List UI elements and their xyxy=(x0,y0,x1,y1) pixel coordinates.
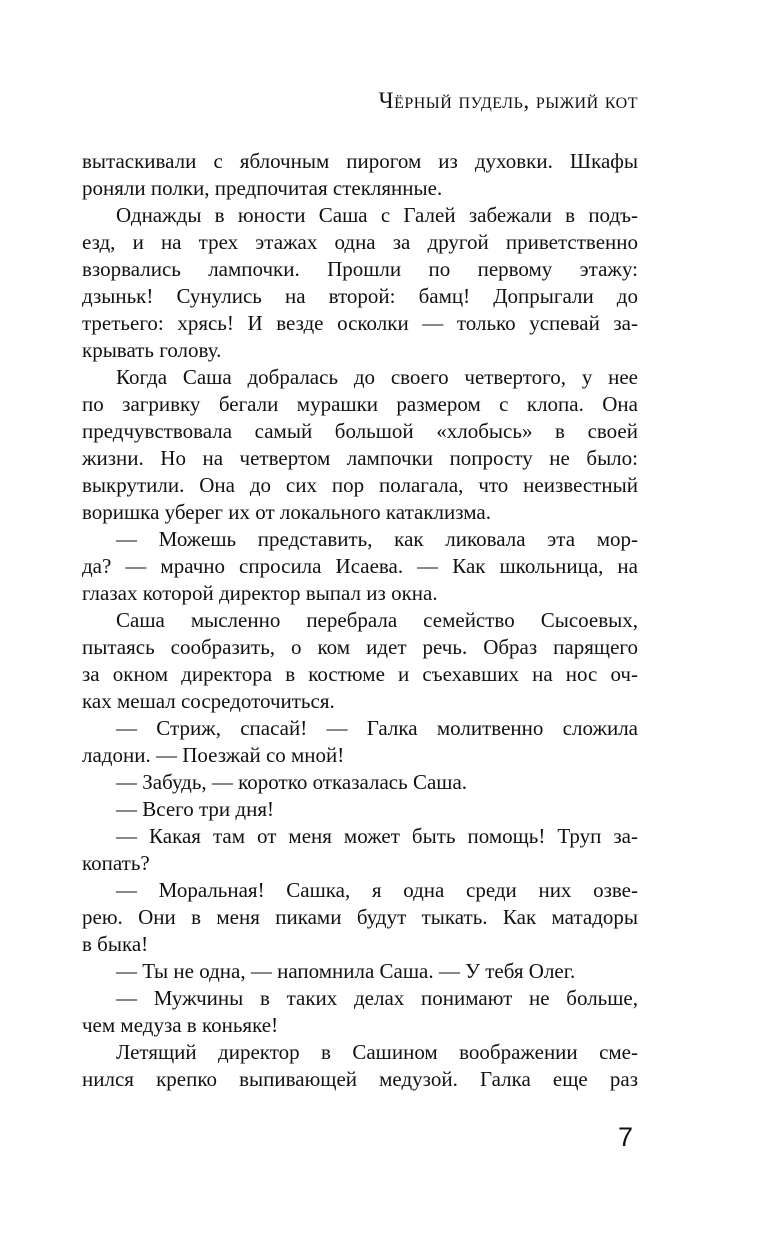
text-line: воришка уберег их от локального катаклизма. xyxy=(82,500,491,524)
running-title: Чёрный пудель, рыжий кот xyxy=(378,88,638,113)
text-line: копать? xyxy=(82,851,150,875)
text-line: Летящий директор в Сашином воображении сме- xyxy=(116,1040,638,1064)
text-line: рею. Они в меня пиками будут тыкать. Как матадоры xyxy=(82,905,638,929)
text-line: — Забудь, — коротко отказалась Саша. xyxy=(116,770,468,794)
page-body-text xyxy=(82,148,638,1093)
text-line: ках мешал сосредоточиться. xyxy=(82,689,335,713)
text-line: выкрутили. Она до сих пор полагала, что неизвестный xyxy=(82,473,638,497)
text-line: нился крепко выпивающей медузой. Галка еще раз xyxy=(82,1067,638,1091)
text-line: в быка! xyxy=(82,932,149,956)
text-line: — Всего три дня! xyxy=(116,797,274,821)
text-line: за окном директора в костюме и съехавших на нос оч- xyxy=(82,662,638,686)
text-line: дзыньк! Сунулись на второй: бамц! Допрыгали до xyxy=(82,284,638,308)
text-line: Однажды в юности Саша с Галей забежали в подъ- xyxy=(116,203,638,227)
text-line: предчувствовала самый большой «хлобысь» в своей xyxy=(82,419,638,443)
text-line: жизни. Но на четвертом лампочки попросту не было: xyxy=(82,446,638,470)
text-line: — Стриж, спасай! — Галка молитвенно сложила xyxy=(116,716,638,740)
text-line: чем медуза в коньяке! xyxy=(82,1013,279,1037)
text-line: роняли полки, предпочитая стеклянные. xyxy=(82,176,443,200)
text-line: пытаясь сообразить, о ком идет речь. Образ парящего xyxy=(82,635,638,659)
text-line: глазах которой директор выпал из окна. xyxy=(82,581,438,605)
text-line: по загривку бегали мурашки размером с клопа. Она xyxy=(82,392,638,416)
text-line: вытаскивали с яблочным пирогом из духовки. Шкафы xyxy=(82,149,638,173)
text-line: ладони. — Поезжай со мной! xyxy=(82,743,345,767)
text-line: — Моральная! Сашка, я одна среди них озве- xyxy=(116,878,638,902)
text-line: — Какая там от меня может быть помощь! Труп за- xyxy=(116,824,638,848)
text-line: — Ты не одна, — напомнила Саша. — У тебя Олег. xyxy=(116,959,576,983)
text-line: Саша мысленно перебрала семейство Сысоевых, xyxy=(116,608,638,632)
text-line: — Мужчины в таких делах понимают не больше, xyxy=(116,986,638,1010)
page-number: 7 xyxy=(618,1122,634,1152)
text-line: езд, и на трех этажах одна за другой приветственно xyxy=(82,230,638,254)
text-line: третьего: хрясь! И везде осколки — только успевай за- xyxy=(82,311,638,335)
text-line: взорвались лампочки. Прошли по первому этажу: xyxy=(82,257,638,281)
text-line: Когда Саша добралась до своего четвертого, у нее xyxy=(116,365,638,389)
text-line: да? — мрачно спросила Исаева. — Как школьница, на xyxy=(82,554,638,578)
text-line: крывать голову. xyxy=(82,338,222,362)
text-line: — Можешь представить, как ликовала эта мор- xyxy=(116,527,638,551)
